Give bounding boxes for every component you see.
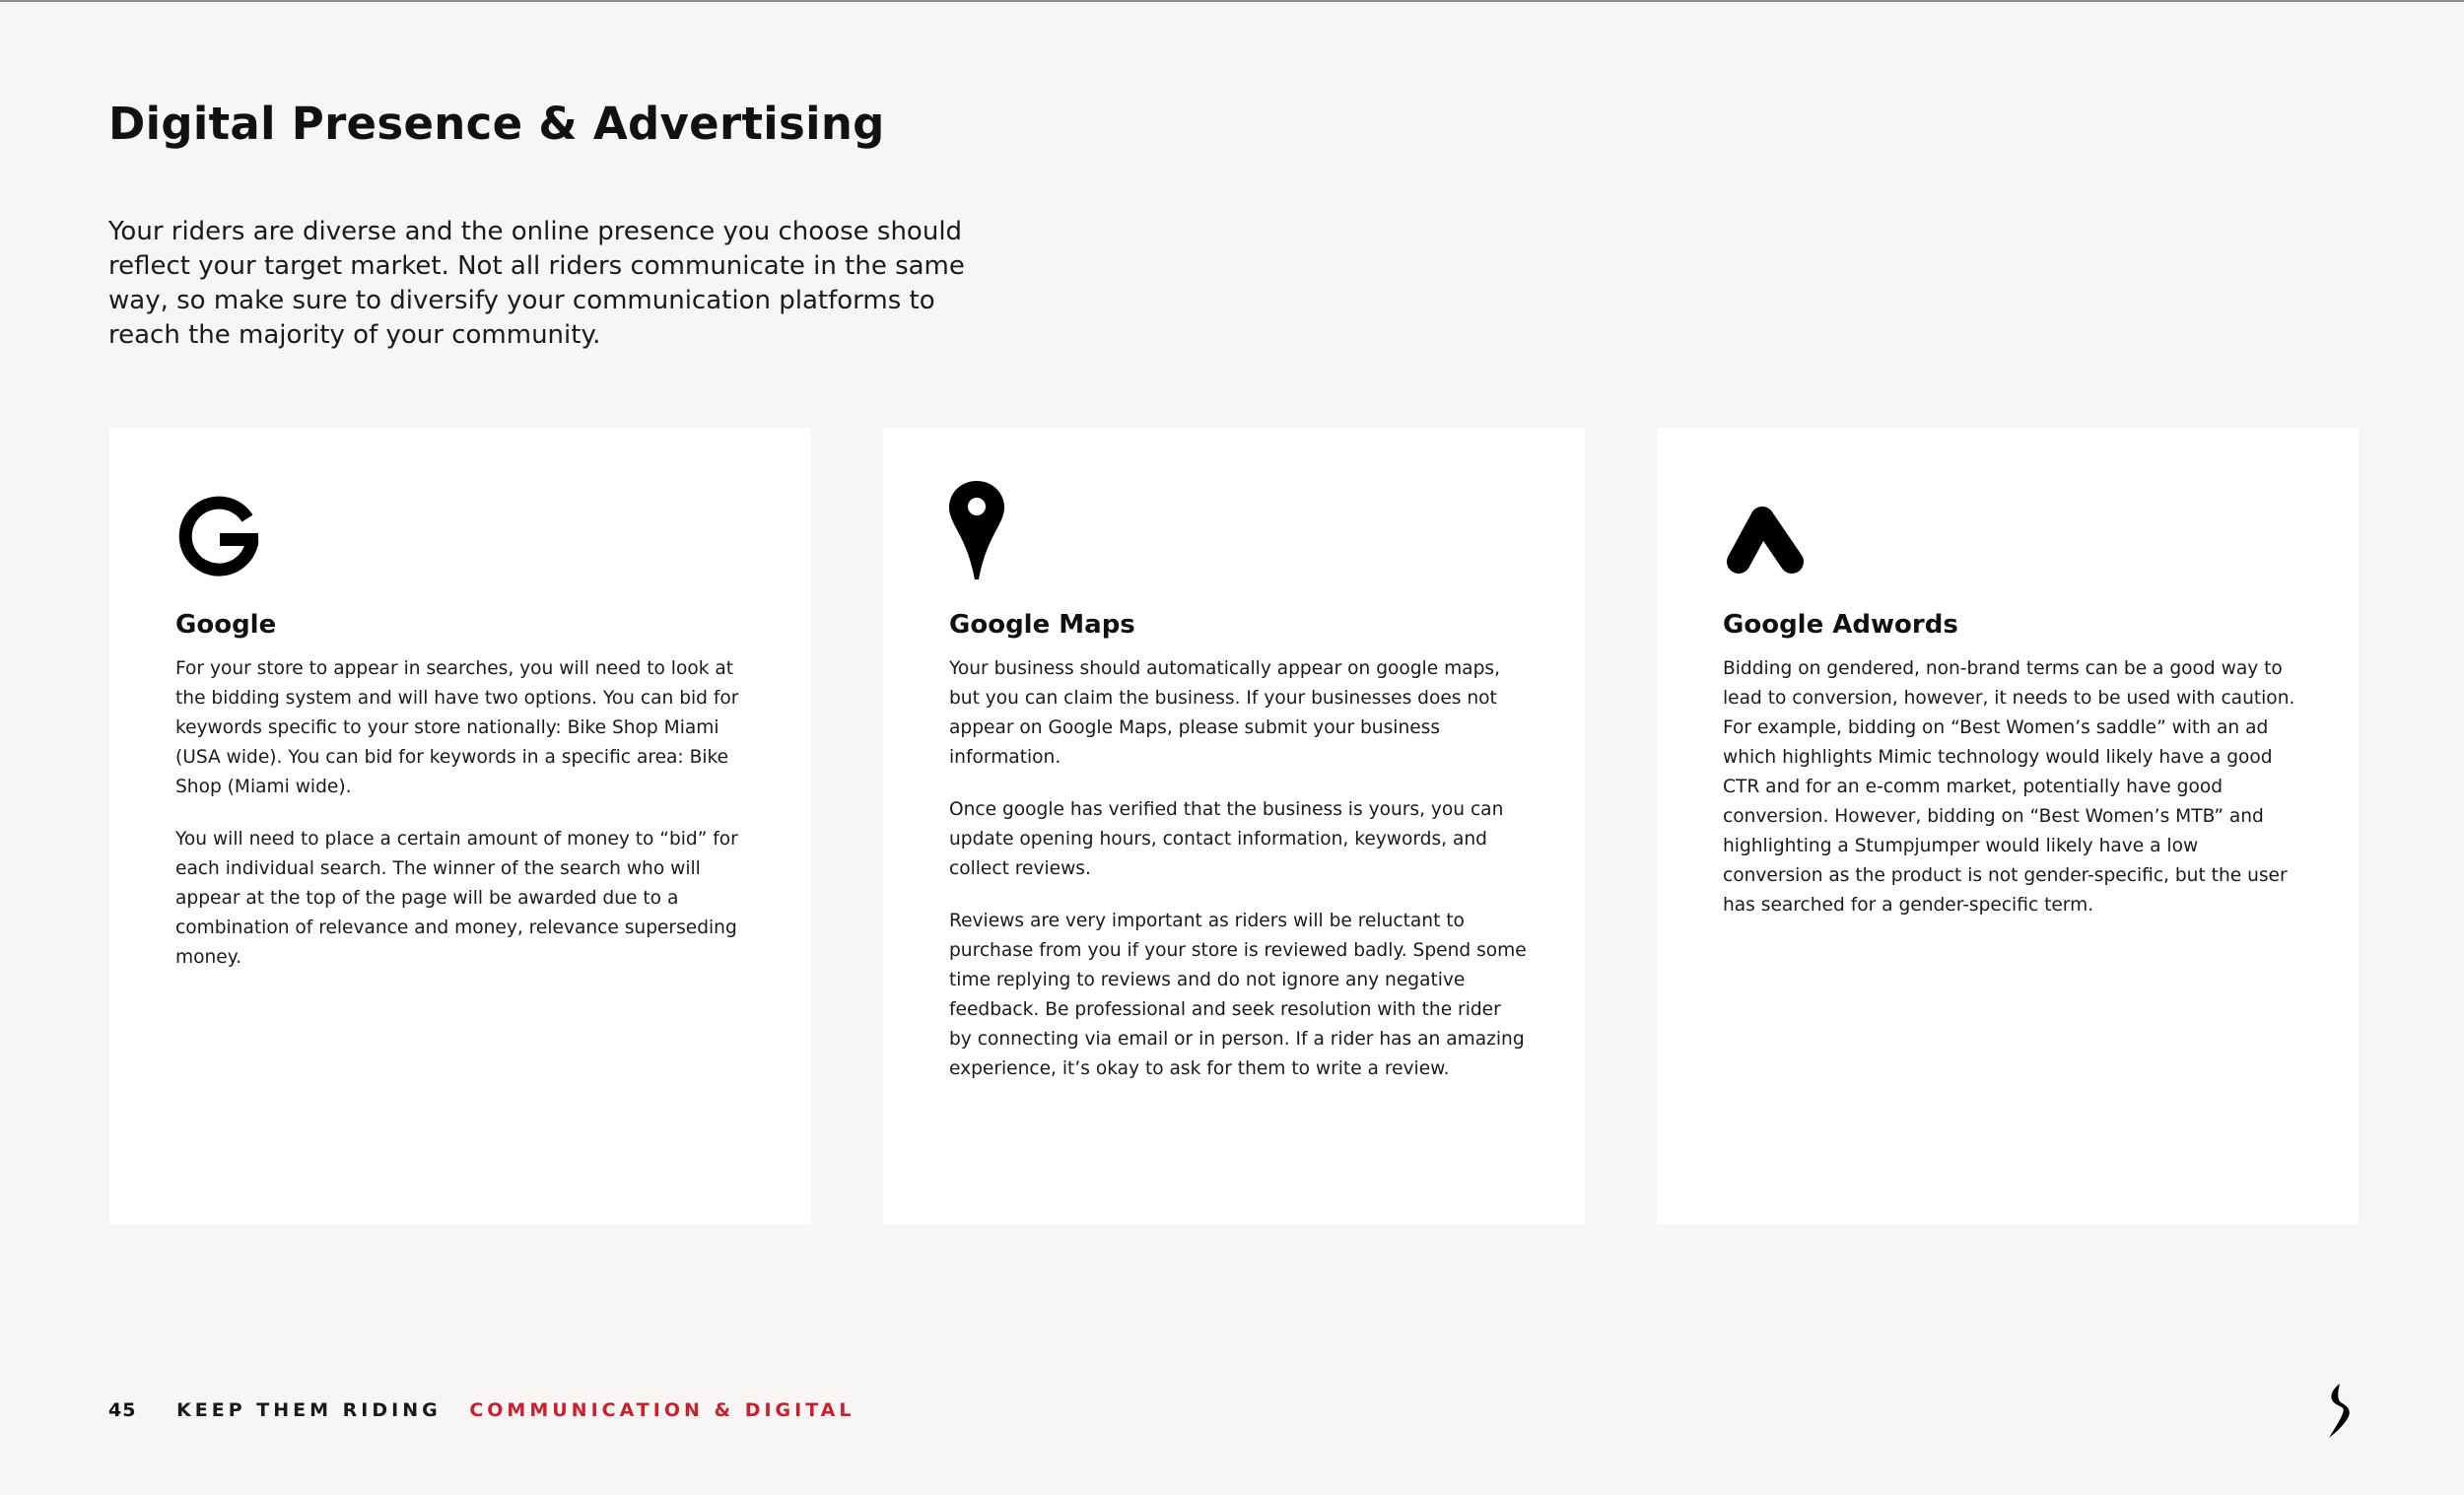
specialized-s-logo-icon — [2326, 1382, 2356, 1441]
card-paragraph: Bidding on gendered, non-brand terms can be a good way to lead to conversion, however, it needs to be used with caution. For example, bidding on “Best Women’s saddle” with an ad which highlights Mimic technology would likely have a good CTR and for an e-comm market, potentially have good conversion. However, bidding on “Best Women’s MTB” and highlighting a Stumpjumper would likely have a low conversion as the product is not gender-specific, but the user has searched for a gender-specific term. — [1723, 658, 2295, 916]
card-paragraph: You will need to place a certain amount of money to “bid” for each individual search. The winner of the search who will appear at the top of the page will be awarded due to a combination of relevance and money, relevance superseding money. — [175, 829, 738, 968]
card-title: Google Adwords — [1723, 610, 1958, 640]
card-paragraph: Your business should automatically appear on google maps, but you can claim the business. If your businesses does not appear on Google Maps, please submit your business information. — [949, 658, 1500, 768]
card-title: Google Maps — [949, 610, 1135, 640]
google-g-icon — [175, 481, 264, 579]
page-title: Digital Presence & Advertising — [108, 98, 885, 150]
card-google-maps — [883, 428, 1585, 1224]
map-pin-icon — [949, 481, 1038, 579]
card-paragraph: Reviews are very important as riders will be reluctant to purchase from you if your store is reviewed badly. Spend some time replying to reviews and do not ignore any negative feedback. Be professional and seek resolution with the rider by connecting via email or in person. If a rider has an amazing experience, it’s okay to ask for them to write a review. — [949, 911, 1527, 1079]
google-ads-icon — [1723, 481, 1812, 579]
card-title: Google — [175, 610, 277, 640]
card-body — [1723, 654, 2302, 943]
card-body — [949, 654, 1529, 1107]
card-paragraph: For your store to appear in searches, you will need to look at the bidding system and will have two options. You can bid for keywords specific to your store nationally: Bike Shop Miami (USA wide). You can bid for keywords in a specific area: Bike Shop (Miami wide). — [175, 658, 739, 797]
card-google — [109, 428, 811, 1224]
section-title: COMMUNICATION & DIGITAL — [469, 1399, 856, 1421]
card-body — [175, 654, 755, 995]
top-rule — [0, 0, 2464, 2]
footer — [108, 1399, 856, 1421]
book-title: KEEP THEM RIDING — [176, 1399, 442, 1421]
card-google-adwords — [1657, 428, 2359, 1224]
page-number: 45 — [108, 1399, 137, 1421]
intro-paragraph: Your riders are diverse and the online presence you choose should reflect your target market. Not all riders communicate in the same way, so make sure to diversify your communication platforms to reach the majority of your community. — [108, 217, 965, 350]
card-paragraph: Once google has verified that the business is yours, you can update opening hours, contact information, keywords, and collect reviews. — [949, 799, 1504, 879]
